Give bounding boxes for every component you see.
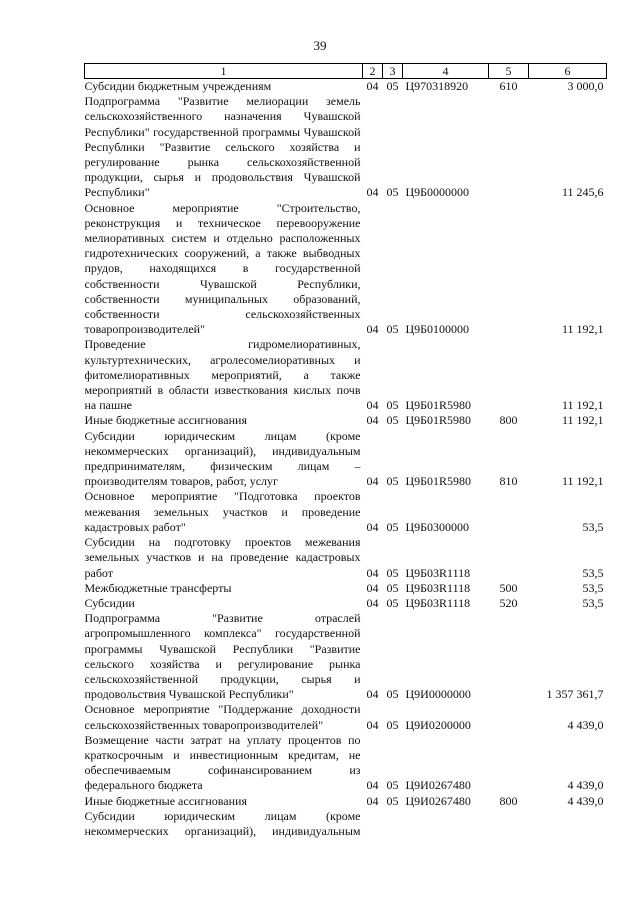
row-section: 04 <box>366 413 379 428</box>
row-name: Возмещение части затрат на уплату процентов по краткосрочным и инвестиционным кредитам, не обеспечиваемым софинансированием из федерального бюджета <box>84 732 361 793</box>
table-row <box>85 337 607 413</box>
row-section <box>363 809 383 839</box>
table-row <box>85 809 607 839</box>
row-target-article: Ц970318920 <box>405 79 469 93</box>
table-row <box>85 79 607 95</box>
row-subsection: 05 <box>386 398 399 413</box>
row-amount: 4 439,0 <box>567 778 604 793</box>
page-number: 39 <box>313 38 327 53</box>
row-amount: 11 192,1 <box>561 398 604 413</box>
row-subsection: 05 <box>386 413 399 428</box>
row-expense-type: 800 <box>499 413 518 428</box>
row-target-article: Ц9Б03R1118 <box>405 595 471 610</box>
row-name: Проведение гидромелиоративных, культуртехнических, агролесомелиоративных и фитомелиоративных мероприятий, а также мероприятий в области известкования кислых почв на пашне <box>84 337 361 413</box>
row-name: Основное мероприятие "Подготовка проектов межевания земельных участков и проведение кадастровых работ" <box>84 489 361 534</box>
table-row <box>85 596 607 611</box>
row-subsection: 05 <box>386 519 399 534</box>
row-name: Субсидии юридическим лицам (кроме некоммерческих организаций), индивидуальным <box>84 808 361 838</box>
row-expense-type: 610 <box>499 79 518 93</box>
column-header-4: 4 <box>403 64 489 79</box>
row-amount <box>529 809 607 839</box>
row-section: 04 <box>366 687 379 702</box>
row-target-article: Ц9Б01R5980 <box>405 413 472 428</box>
row-section: 04 <box>366 793 379 808</box>
table-row <box>85 94 607 200</box>
row-name: Субсидии на подготовку проектов межевания земельных участков и на проведение кадастровых работ <box>84 535 361 580</box>
row-section: 04 <box>366 580 379 595</box>
row-amount: 11 192,1 <box>561 413 604 428</box>
row-name: Иные бюджетные ассигнования <box>84 793 247 808</box>
row-name: Основное мероприятие "Поддержание доходности сельскохозяйственных товаропроизводителей" <box>84 702 361 732</box>
row-target-article: Ц9Б01R5980 <box>405 474 472 489</box>
row-amount: 53,5 <box>582 595 604 610</box>
row-name: Субсидии <box>84 595 135 610</box>
row-expense-type <box>489 337 529 413</box>
row-name: Субсидии бюджетным учреждениям <box>84 79 272 93</box>
row-amount: 4 439,0 <box>567 717 604 732</box>
row-expense-type: 500 <box>499 580 518 595</box>
row-target-article: Ц9Б03R1118 <box>405 580 471 595</box>
row-subsection: 05 <box>386 185 399 200</box>
row-subsection: 05 <box>386 778 399 793</box>
row-target-article: Ц9Б0100000 <box>405 322 470 337</box>
row-target-article: Ц9Б01R5980 <box>405 398 472 413</box>
row-expense-type: 810 <box>499 474 518 489</box>
row-subsection: 05 <box>386 79 399 93</box>
table-body <box>85 79 607 840</box>
row-expense-type <box>489 809 529 839</box>
table-row <box>85 201 607 338</box>
column-header-5: 5 <box>489 64 529 79</box>
row-subsection <box>383 809 403 839</box>
row-amount: 11 245,6 <box>561 185 604 200</box>
row-name: Подпрограмма "Развитие отраслей агропромышленного комплекса" государственной программы Чувашской Республики "Развитие сельского хозяйства и регулирование рынка сельскохозяйственной продукции, сырья и продовольствия Чувашской Республики" <box>84 611 361 702</box>
row-target-article: Ц9И0000000 <box>405 687 471 702</box>
table-row <box>85 429 607 490</box>
row-amount: 53,5 <box>582 580 604 595</box>
row-section: 04 <box>366 717 379 732</box>
row-target-article: Ц9И0267480 <box>405 778 471 793</box>
table-row <box>85 413 607 428</box>
row-name: Основное мероприятие "Строительство, реконструкция и техническое перевооружение мелиоративных систем и отдельно расположенных гидротехнических сооружений, а также выбводных прудов, находящихся в государственной собственности Чувашской Республики, собственности муниципальных образований, собственности сельскохозяйственных товаропроизводителей" <box>84 200 361 337</box>
row-section: 04 <box>366 565 379 580</box>
row-name: Иные бюджетные ассигнования <box>84 413 247 428</box>
column-header-1: 1 <box>85 64 363 79</box>
column-header-6: 6 <box>529 64 607 79</box>
column-header-3: 3 <box>383 64 403 79</box>
row-subsection: 05 <box>386 687 399 702</box>
row-subsection: 05 <box>386 717 399 732</box>
row-target-article: Ц9И0267480 <box>405 793 471 808</box>
table-row <box>85 702 607 732</box>
row-amount: 4 439,0 <box>567 793 604 808</box>
row-expense-type: 520 <box>499 595 518 610</box>
row-name: Межбюджетные трансферты <box>84 580 232 595</box>
row-amount: 1 357 361,7 <box>546 687 604 702</box>
table-row <box>85 611 607 702</box>
row-subsection: 05 <box>386 580 399 595</box>
row-name: Подпрограмма "Развитие мелиорации земель сельскохозяйственного назначения Чувашской Республики" государственной программы Чувашской Республики "Развитие сельского хозяйства и регулирование рынка сельскохозяйственной продукции, сырья и продовольствия Чувашской Республики" <box>84 94 361 200</box>
column-header-2: 2 <box>363 64 383 79</box>
row-section: 04 <box>366 778 379 793</box>
row-target-article: Ц9Б0000000 <box>405 185 470 200</box>
row-target-article: Ц9Б0300000 <box>405 519 470 534</box>
row-section: 04 <box>366 398 379 413</box>
row-section: 04 <box>366 79 379 93</box>
row-amount: 11 192,1 <box>561 474 604 489</box>
table-row <box>85 489 607 535</box>
row-section: 04 <box>366 185 379 200</box>
row-subsection: 05 <box>386 595 399 610</box>
row-section: 04 <box>366 474 379 489</box>
row-amount: 53,5 <box>582 565 604 580</box>
row-target-article <box>403 809 489 839</box>
row-amount: 3 000,0 <box>567 79 604 93</box>
table-row <box>85 535 607 581</box>
table-header <box>85 64 607 79</box>
row-target-article: Ц9И0200000 <box>405 717 471 732</box>
table-row <box>85 794 607 809</box>
row-subsection: 05 <box>386 793 399 808</box>
row-expense-type <box>489 201 529 338</box>
row-name: Субсидии юридическим лицам (кроме некоммерческих организаций), индивидуальным предпринимателям, физическим лицам – производителям товаров, работ, услуг <box>84 428 361 489</box>
row-expense-type <box>489 535 529 581</box>
header-row <box>85 64 607 79</box>
row-subsection: 05 <box>386 565 399 580</box>
row-expense-type <box>489 733 529 794</box>
row-subsection: 05 <box>386 474 399 489</box>
row-section: 04 <box>366 322 379 337</box>
row-expense-type <box>489 611 529 702</box>
row-subsection: 05 <box>386 322 399 337</box>
row-expense-type <box>489 489 529 535</box>
row-amount: 11 192,1 <box>561 322 604 337</box>
table-row <box>85 733 607 794</box>
row-section: 04 <box>366 595 379 610</box>
row-expense-type <box>489 94 529 200</box>
budget-table <box>84 63 607 839</box>
row-target-article: Ц9Б03R1118 <box>405 565 471 580</box>
table-row <box>85 581 607 596</box>
row-amount: 53,5 <box>582 519 604 534</box>
row-section: 04 <box>366 519 379 534</box>
row-expense-type <box>489 702 529 732</box>
row-expense-type: 800 <box>499 793 518 808</box>
